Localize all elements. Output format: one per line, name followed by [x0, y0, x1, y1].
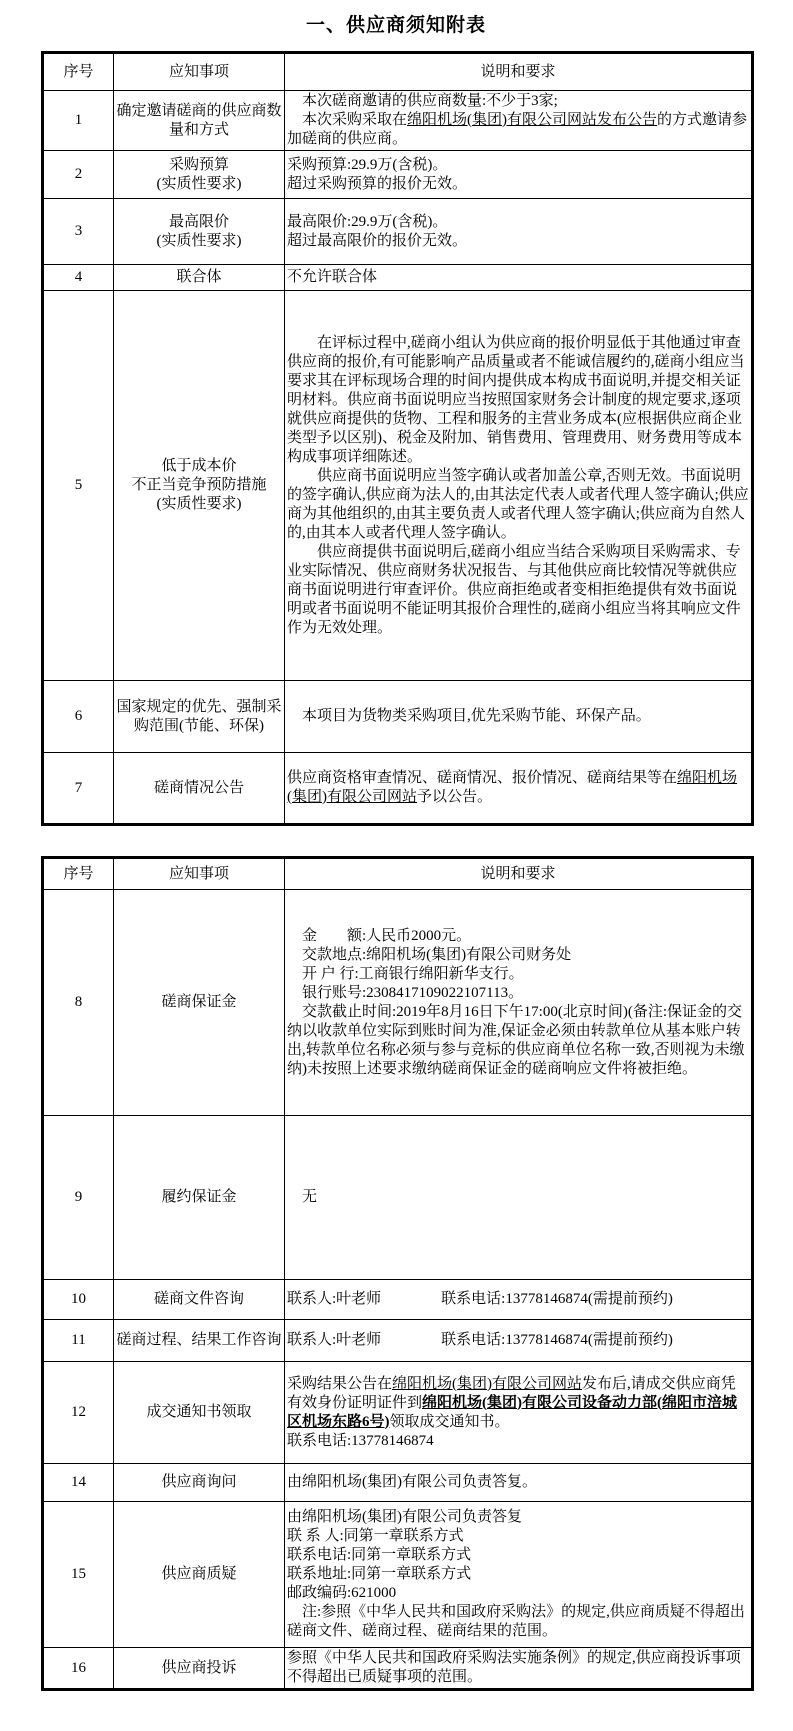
text-segment: 联系地址:同第一章联系方式: [287, 1566, 472, 1582]
text-segment: 本次磋商邀请的供应商数量:不少于3家;: [302, 93, 558, 109]
table-row: [43, 1320, 753, 1362]
text-segment: 最高限价:29.9万(含税)。: [287, 213, 448, 230]
item-name: [114, 753, 285, 825]
requirement-line: [287, 232, 749, 251]
requirements-text: [285, 1116, 753, 1280]
row-number: 16: [43, 1648, 114, 1690]
item-line: 低于成本价: [161, 458, 237, 474]
item-line: 采购预算: [168, 156, 229, 173]
text-segment: 联系人:叶老师 联系电话:13778146874(需提前预约): [287, 1332, 673, 1348]
requirement-line: [287, 927, 749, 946]
text-segment: 联系人:叶老师 联系电话:13778146874(需提前预约): [287, 1291, 673, 1307]
page-title: 一、供应商须知附表: [305, 15, 486, 36]
table-row: [43, 265, 753, 291]
requirement-line: [287, 1527, 749, 1546]
requirements-text: [285, 1464, 753, 1502]
item-name: [114, 1362, 285, 1464]
row-number: 3: [43, 199, 114, 265]
table-row: [43, 681, 753, 753]
row-number: 11: [43, 1320, 114, 1362]
column-header: 说明和要求: [285, 858, 753, 890]
requirement-line: [287, 1546, 749, 1565]
requirement-line: [287, 1473, 749, 1492]
requirements-text: [285, 1648, 753, 1690]
text-segment: 金 额:人民币2000元。: [302, 927, 472, 944]
row-number: 9: [43, 1116, 114, 1280]
requirements-text: [285, 265, 753, 291]
column-header: 说明和要求: [285, 53, 753, 91]
text-segment: 交款截止时间:2019年8月16日下午17:00(北京时间)(备注:保证金的交纳以收款单位实际到账时间为准,保证金必须由转款单位从基本账户转出,转款单位名称必须与参与竞标的供应商单位名称一致,否则视为未缴纳)未按照上述要求缴纳磋商保证金的磋商响应文件将被拒绝。: [287, 1003, 745, 1077]
text-segment: 联系电话:同第一章联系方式: [287, 1547, 472, 1563]
row-number: 7: [43, 753, 114, 825]
text-segment: 联 系 人:同第一章联系方式: [287, 1528, 464, 1544]
item-name: [114, 151, 285, 199]
requirement-line: [287, 1188, 749, 1207]
item-line: 供应商询问: [161, 1474, 237, 1490]
item-line: 供应商投诉: [161, 1659, 237, 1676]
requirement-line: [287, 1331, 749, 1350]
item-name: [114, 1116, 285, 1280]
table-row: [43, 1362, 753, 1464]
column-header: 应知事项: [114, 53, 285, 91]
header-row: [43, 858, 753, 890]
table-row: [43, 1280, 753, 1320]
requirement-line: [287, 467, 749, 543]
requirements-text: [285, 681, 753, 753]
table-row: [43, 890, 753, 1116]
supplier-notice-table-2: [41, 856, 754, 1691]
requirements-text: [285, 151, 753, 199]
item-name: [114, 291, 285, 681]
row-number: 2: [43, 151, 114, 199]
item-line: 磋商文件咨询: [153, 1291, 244, 1307]
row-number: 8: [43, 890, 114, 1116]
item-line: 联合体: [176, 269, 222, 285]
requirement-line: [287, 1649, 749, 1687]
text-segment: 由绵阳机场(集团)有限公司负责答复。: [287, 1474, 537, 1490]
text-segment: 由绵阳机场(集团)有限公司负责答复: [287, 1509, 522, 1525]
requirements-text: [285, 291, 753, 681]
item-name: [114, 890, 285, 1116]
row-number: 12: [43, 1362, 114, 1464]
text-segment: 绵阳机场(集团)有限公司网站: [392, 1375, 583, 1392]
text-segment: 无: [302, 1189, 318, 1205]
requirements-text: [285, 753, 753, 825]
text-segment: 超过采购预算的报价无效。: [287, 175, 468, 192]
requirement-line: [287, 984, 749, 1003]
text-segment: 本次采购采取在: [302, 112, 408, 128]
requirement-line: [287, 769, 749, 807]
requirement-line: [287, 268, 749, 287]
column-header: 序号: [43, 53, 114, 91]
item-name: [114, 91, 285, 151]
table-row: [43, 151, 753, 199]
table-row: [43, 753, 753, 825]
column-header: 序号: [43, 858, 114, 890]
requirement-line: [287, 213, 749, 232]
requirements-text: [285, 1320, 753, 1362]
text-segment: 参照《中华人民共和国政府采购法实施条例》的规定,供应商投诉事项不得超出已质疑事项的范围。: [287, 1650, 741, 1685]
requirements-text: [285, 199, 753, 265]
row-number: 6: [43, 681, 114, 753]
requirement-line: [287, 111, 749, 149]
item-line: 确定邀请磋商的供应商数量和方式: [116, 102, 282, 138]
text-segment: 发布后,请成交供应商凭有效身份证明证件到: [287, 1375, 736, 1411]
requirement-line: [287, 1432, 749, 1451]
requirements-text: [285, 1280, 753, 1320]
requirement-line: [287, 334, 749, 467]
supplier-notice-table-1: [41, 51, 754, 826]
table-row: [43, 1648, 753, 1690]
text-segment: 不允许联合体: [287, 269, 378, 285]
row-number: 5: [43, 291, 114, 681]
requirements-text: [285, 1502, 753, 1648]
text-segment: 注:参照《中华人民共和国政府采购法》的规定,供应商质疑不得超出磋商文件、磋商过程、磋商结果的范围。: [287, 1604, 745, 1639]
item-name: [114, 1502, 285, 1648]
requirement-line: [287, 1584, 749, 1603]
requirement-line: [287, 1375, 749, 1432]
item-line: 磋商情况公告: [153, 779, 244, 796]
text-segment: 绵阳机场(集团)有限公司网站发布公告: [407, 112, 658, 128]
table-gap: [0, 826, 793, 856]
item-line: (实质性要求): [156, 496, 242, 512]
requirement-line: [287, 1290, 749, 1309]
text-segment: 供应商书面说明应当签字确认或者加盖公章,否则无效。书面说明的签字确认,供应商为法人的,由其法定代表人或者代理人签字确认;供应商为其他组织的,由其主要负责人或者代理人签字确认;供应商为自然人的,由其本人或者代理人签字确认。: [287, 467, 749, 541]
item-line: 不正当竞争预防措施: [131, 477, 267, 493]
text-segment: 予以公告。: [417, 789, 493, 805]
item-name: [114, 1648, 285, 1690]
text-segment: 在评标过程中,磋商小组认为供应商的报价明显低于其他通过审查供应商的报价,有可能影响产品质量或者不能诚信履约的,磋商小组应当要求其在评标现场合理的时间内提供成本构成书面说明,并提交相关证明材料。供应商书面说明应当按照国家财务会计制度的规定要求,逐项就供应商提供的货物、工程和服务的主营业务成本(应根据供应商企业类型予以区别)、税金及附加、销售费用、管理费用、财务费用等成本构成事项详细陈述。: [287, 334, 745, 465]
text-segment: 交款地点:绵阳机场(集团)有限公司财务处: [302, 946, 572, 963]
row-number: 4: [43, 265, 114, 291]
item-name: [114, 1280, 285, 1320]
column-header: 应知事项: [114, 858, 285, 890]
item-line: 国家规定的优先、强制采购范围(节能、环保): [116, 698, 282, 734]
item-line: 履约保证金: [161, 1189, 237, 1205]
row-number: 15: [43, 1502, 114, 1648]
requirements-text: [285, 890, 753, 1116]
requirement-line: [287, 543, 749, 638]
requirement-line: [287, 965, 749, 984]
text-segment: 开 户 行:工商银行绵阳新华支行。: [302, 965, 524, 982]
requirement-line: [287, 175, 749, 194]
requirements-text: [285, 1362, 753, 1464]
item-line: 成交通知书领取: [146, 1404, 252, 1420]
requirement-line: [287, 1603, 749, 1641]
row-number: 14: [43, 1464, 114, 1502]
item-line: 最高限价: [168, 213, 229, 230]
row-number: 1: [43, 91, 114, 151]
requirement-line: [287, 1565, 749, 1584]
text-segment: 供应商提供书面说明后,磋商小组应当结合采购项目采购需求、专业实际情况、供应商财务状况报告、与其他供应商比较情况等就供应商书面说明进行审查评价。供应商拒绝或者变相拒绝提供有效书面说明或者书面说明不能证明其报价合理性的,磋商小组应当将其响应文件作为无效处理。: [287, 543, 741, 636]
requirement-line: [287, 946, 749, 965]
header-row: [43, 53, 753, 91]
item-name: [114, 1464, 285, 1502]
table-row: [43, 291, 753, 681]
table-row: [43, 91, 753, 151]
requirement-line: [287, 707, 749, 726]
requirements-text: [285, 91, 753, 151]
text-segment: 的方式邀请参加磋商的供应商。: [287, 112, 748, 147]
text-segment: 绵阳机场(集团)有限公司网站: [287, 770, 738, 805]
text-segment: 绵阳机场(集团)有限公司设备动力部(绵阳市涪城区机场东路6号): [287, 1394, 738, 1430]
text-segment: 供应商资格审查情况、磋商情况、报价情况、磋商结果等在: [287, 770, 678, 786]
table-row: [43, 199, 753, 265]
requirement-line: [287, 92, 749, 111]
text-segment: 超过最高限价的报价无效。: [287, 232, 468, 249]
item-line: 磋商过程、结果工作咨询: [116, 1332, 282, 1348]
item-line: (实质性要求): [156, 232, 242, 249]
requirement-line: [287, 1508, 749, 1527]
text-segment: 银行账号:2308417109022107113。: [302, 984, 524, 1001]
table-row: [43, 1464, 753, 1502]
item-line: 磋商保证金: [161, 994, 237, 1010]
item-name: [114, 265, 285, 291]
text-segment: 采购结果公告在: [287, 1375, 393, 1392]
item-name: [114, 1320, 285, 1362]
requirement-line: [287, 1003, 749, 1079]
item-name: [114, 681, 285, 753]
row-number: 10: [43, 1280, 114, 1320]
text-segment: 领取成交通知书。: [389, 1413, 510, 1430]
item-line: (实质性要求): [156, 175, 242, 192]
text-segment: 联系电话:13778146874: [287, 1432, 434, 1449]
requirement-line: [287, 156, 749, 175]
item-name: [114, 199, 285, 265]
table-row: [43, 1502, 753, 1648]
table-row: [43, 1116, 753, 1280]
text-segment: 邮政编码:621000: [287, 1585, 397, 1601]
text-segment: 采购预算:29.9万(含税)。: [287, 156, 448, 173]
item-line: 供应商质疑: [161, 1566, 237, 1582]
text-segment: 本项目为货物类采购项目,优先采购节能、环保产品。: [302, 708, 651, 724]
